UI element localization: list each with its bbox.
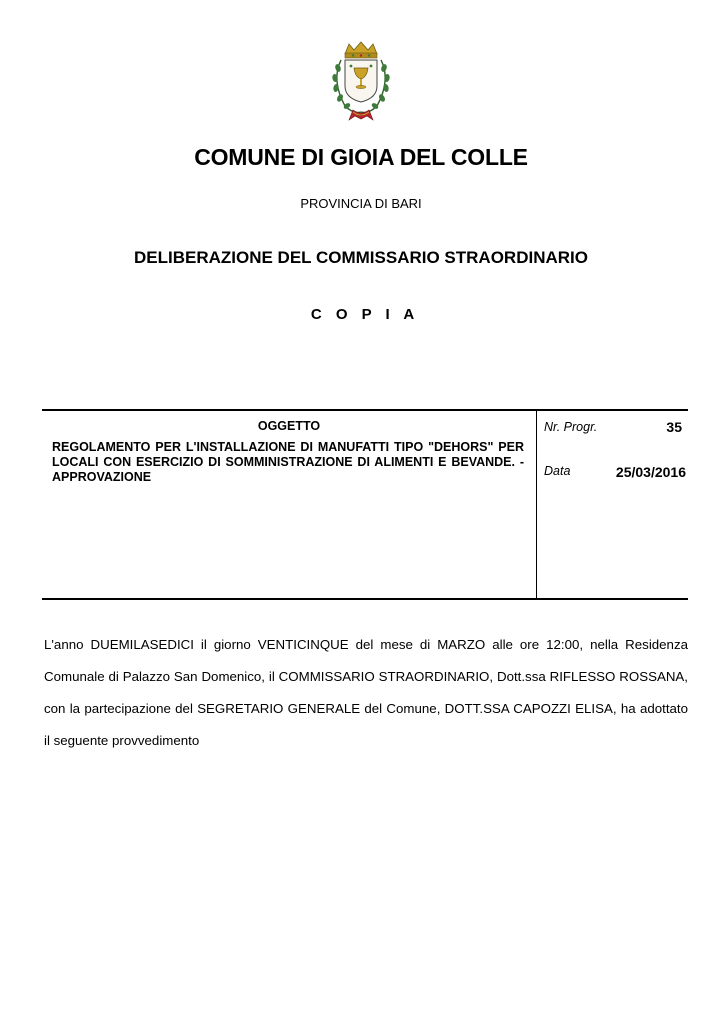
subject-text: REGOLAMENTO PER L'INSTALLAZIONE DI MANUFATTI TIPO "DEHORS" PER LOCALI CON ESERCIZIO DI SOMMINISTRAZIONE DI ALIMENTI E BEVANDE. - APPROVAZIONE [52,440,524,484]
column-divider [536,411,537,598]
copy-label: C O P I A [310,306,420,323]
municipal-crest-icon [323,40,399,122]
province-label: PROVINCIA DI BARI [300,196,422,211]
date-label: Data [544,464,571,478]
date-value: 25/03/2016 [615,464,686,480]
municipality-title: COMUNE DI GIOIA DEL COLLE [194,144,528,170]
deliberation-body-text: L'anno DUEMILASEDICI il giorno VENTICINQUE del mese di MARZO alle ore 12:00, nella Residenza Comunale di Palazzo San Domenico, il COMMISSARIO STRAORDINARIO, Dott.ssa RIFLESSO ROSSANA, con la partecipazione del SEGRETARIO GENERALE del Comune, DOTT.SSA CAPOZZI ELISA, ha adottato il seguente provvedimento [44,637,688,748]
progressive-number-label: Nr. Progr. [544,420,598,434]
subject-heading: OGGETTO [257,419,321,433]
progressive-number-value: 35 [666,419,682,435]
subject-box [42,409,688,600]
deliberation-type-heading: DELIBERAZIONE DEL COMMISSARIO STRAORDINARIO [134,248,588,267]
